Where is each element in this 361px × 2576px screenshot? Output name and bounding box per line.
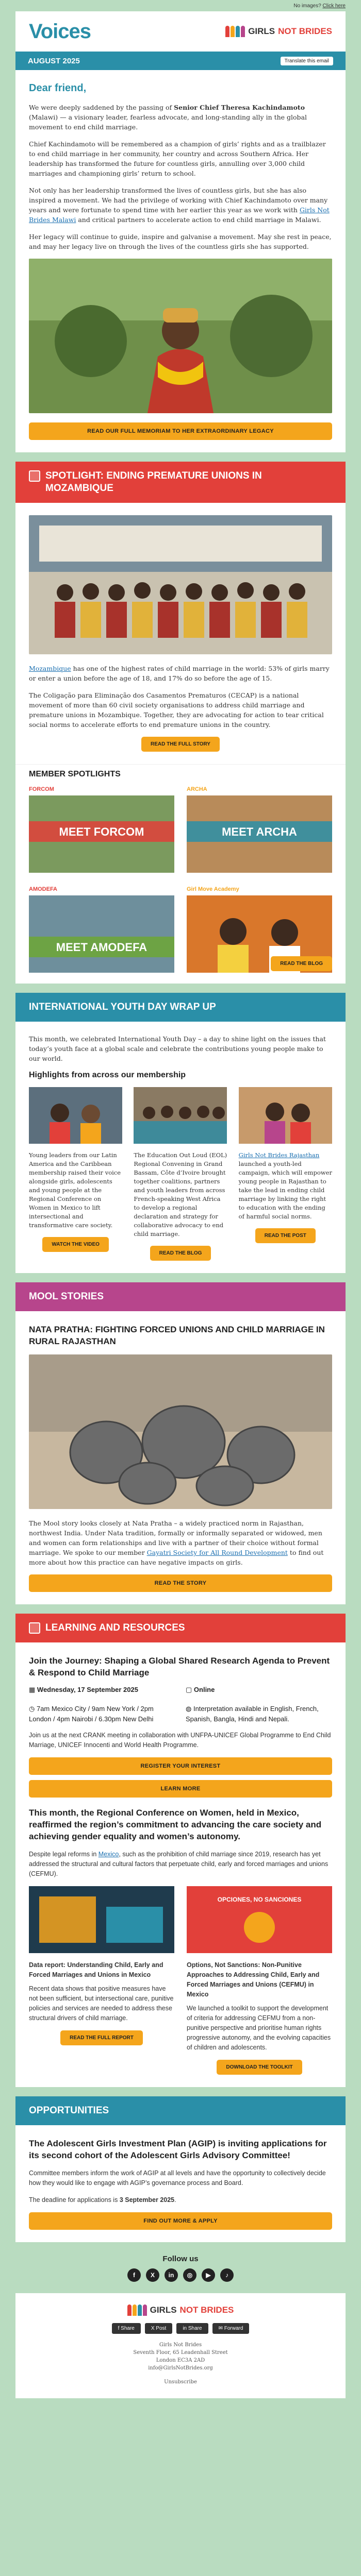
latam-image (29, 1087, 122, 1144)
forcom-banner-text: MEET FORCOM (59, 825, 144, 838)
member-forcom[interactable] (29, 786, 174, 875)
month-bar (15, 52, 346, 70)
toolkit-image (187, 1886, 332, 1953)
address (29, 2341, 332, 2386)
spotlight-p1 (29, 664, 332, 683)
archa-banner-text: MEET ARCHA (222, 825, 297, 838)
opps-p2-b: . (174, 2196, 176, 2204)
spotlight-p2: The Coligação para Eliminação dos Casamentos Prematuros (CECAP) is a national movement of more than 60 civil society organisations to address child marriage and premature unions in Mozambique. Together, they are advocating for action to tear critical social norms to accelerate efforts to end premature unions in the country. (29, 691, 324, 728)
full-report-button[interactable]: READ THE FULL REPORT (60, 2030, 143, 2045)
resources-grid (29, 1886, 332, 2075)
youth-heading-bar (15, 993, 346, 1022)
mool-title: NATA PRATHA: FIGHTING FORCED UNIONS AND CHILD MARRIAGE IN RURAL RAJASTHAN (29, 1325, 325, 1346)
learning-section (15, 1642, 346, 2087)
toolkit-title: Options, Not Sanctions: Non-Punitive Approaches to Addressing Child, Early and Forced Marriages and Unions (CEFMU) in Mexico (187, 1961, 320, 1998)
x-icon[interactable]: X (146, 2268, 159, 2282)
intro-p2: Chief Kachindamoto will be remembered as a champion of girls’ rights and as a trailblazer to end child marriage in her community, her country and across Southern Africa. Her leadership has transformed the future for countless girls, annulling over 3,000 child marriages and championing girls’ return to school. (29, 140, 326, 177)
opps-title: The Adolescent Girls Investment Plan (AGIP) is inviting applications for its second cohort of the Adolescent Girls Advisory Committee! (29, 2139, 327, 2160)
rajasthan-image (239, 1087, 332, 1144)
mozambique-link[interactable]: Mozambique (29, 665, 71, 672)
learning-heading: LEARNING AND RESOURCES (45, 1622, 185, 1633)
opps-section (15, 2125, 346, 2242)
intro-p4: Her legacy will continue to guide, inspire and galvanise a movement. May she rest in peace, and may her legacy live on through the lives of the countless girls she has supported. (29, 233, 332, 250)
mexico-p (29, 1850, 332, 1879)
event-date: Wednesday, 17 September 2025 (37, 1686, 138, 1693)
logo-mark-icon (225, 26, 245, 37)
social-icons (15, 2268, 346, 2282)
no-images-text: No images? (293, 3, 321, 9)
share-bar (29, 2323, 332, 2334)
member-caption: FORCOM (29, 786, 54, 792)
footer-logo[interactable] (29, 2304, 332, 2316)
mexico-p-a: Despite legal reforms in (29, 1851, 99, 1858)
eol-text: The Education Out Loud (EOL) Regional Convening in Grand Bassam, Côte d’Ivoire brought together coalitions, partners and youth leaders from across French-speaking West Africa to develop a regional declaration and strategy for collaborative advocacy to end child marriage. (134, 1151, 227, 1238)
member-archa[interactable] (187, 786, 332, 875)
members-blog-button[interactable]: READ THE BLOG (271, 956, 332, 971)
mool-heading: MOOL STORIES (29, 1291, 104, 1302)
member-amodefa[interactable] (29, 886, 174, 975)
online-icon: ▢ (186, 1686, 194, 1693)
highlights-grid (29, 1087, 332, 1261)
book-icon (29, 1622, 40, 1634)
eol-image (134, 1087, 227, 1144)
member-spotlights-section (15, 764, 346, 984)
opps-deadline: 3 September 2025 (119, 2196, 175, 2204)
calendar-icon: ▦ (29, 1686, 37, 1693)
opps-p2-a: The deadline for applications is (29, 2196, 120, 2204)
opps-heading: OPPORTUNITIES (29, 2105, 109, 2116)
addr-line: Girls Not Brides (159, 2342, 202, 2348)
forward-button[interactable]: ✉ Forward (212, 2323, 250, 2334)
translate-button[interactable]: Translate this email (281, 57, 333, 65)
event-mode: Online (193, 1686, 215, 1693)
addr-line: London EC3A 2AD (156, 2358, 205, 2363)
cecap-group-photo (29, 515, 332, 654)
gnb-malawi-link[interactable]: Girls Not Brides Malawi (29, 206, 330, 224)
share-x-button[interactable]: X Post (145, 2323, 172, 2334)
spotlight-icon (29, 470, 40, 482)
youth-p1: This month, we celebrated International Youth Day – a day to shine light on the issues that today’s youth face at a global scale and celebrate the contributions young people make to our world. (29, 1035, 326, 1062)
memoriam-button[interactable]: READ OUR FULL MEMORIAM TO HER EXTRAORDINARY LEGACY (29, 422, 332, 440)
event-time: 7am Mexico City / 9am New York / 2pm London / 4pm Nairobi / 6.30pm New Delhi (29, 1705, 154, 1723)
resource-data-report (29, 1886, 174, 2075)
logo-text-b: NOT BRIDES (278, 26, 332, 36)
member-caption: ARCHA (187, 786, 207, 792)
intro-section (15, 70, 346, 452)
intro-p1-a: We were deeply saddened by the passing of (29, 104, 174, 111)
mool-photo (29, 1354, 332, 1509)
data-report-text: Recent data shows that positive measures have not been sufficient, but intersectional care, punitive policies and services are needed to address these structural drivers of child marriage. (29, 1985, 174, 2022)
register-button[interactable]: REGISTER YOUR INTEREST (29, 1757, 332, 1775)
girls-not-brides-logo[interactable] (225, 26, 332, 37)
event-info-row-1 (29, 1686, 332, 1698)
mool-p1 (29, 1518, 332, 1567)
youtube-icon[interactable]: ▶ (202, 2268, 215, 2282)
clock-icon: ◷ (29, 1705, 37, 1713)
toolkit-text: We launched a toolkit to support the development of criteria for addressing CEFMU from a non-punitive perspective and prioritise human rights progressive autonomy, and the evolving capacities of children and adolescents. (187, 2005, 331, 2051)
archa-image (187, 795, 332, 873)
spotlight-heading-bar (15, 462, 346, 503)
watch-video-button[interactable]: WATCH THE VIDEO (42, 1237, 109, 1252)
eol-blog-button[interactable]: READ THE BLOG (150, 1246, 211, 1261)
voices-title: Voices (29, 20, 91, 43)
tiktok-icon[interactable]: ♪ (220, 2268, 234, 2282)
highlight-eol (134, 1087, 227, 1261)
spotlight-heading: SPOTLIGHT: ENDING PREMATURE UNIONS IN MOZAMBIQUE (45, 470, 262, 494)
event-info-row-2 (29, 1704, 332, 1724)
footer-logo-text-b: NOT BRIDES (179, 2305, 234, 2315)
rajasthan-text (239, 1151, 332, 1221)
highlight-latam (29, 1087, 122, 1261)
event-description: Join us at the next CRANK meeting in collaboration with UNFPA-UNICEF Global Programme to End Child Marriage, UNICEF Innocenti and World Health Programme. (29, 1732, 331, 1749)
mool-p1-b: to find out more about how this practice can have negative impacts on girls. (29, 1549, 324, 1566)
member-spotlights-title: MEMBER SPOTLIGHTS (29, 770, 121, 778)
unsubscribe-link[interactable]: Unsubscribe (164, 2379, 197, 2385)
addr-email[interactable]: info@GirlsNotBrides.org (148, 2365, 213, 2371)
topbar (15, 0, 346, 11)
spotlight-p1-text: has one of the highest rates of child marriage in the world: 53% of girls marry or enter a union before the age of 18, and 17% do so before the age of 15. (29, 665, 330, 682)
mool-heading-bar (15, 1282, 346, 1311)
mool-story-button[interactable]: READ THE STORY (29, 1574, 332, 1592)
intro-p1-b: (Malawi) — a visionary leader, fearless advocate, and long-standing ally in the global movement to end child marriage. (29, 113, 307, 131)
greeting: Dear friend, (29, 82, 87, 94)
intro-p3-b: and critical partners to accelerate action to end child marriage in Malawi. (76, 216, 321, 224)
opps-heading-bar (15, 2096, 346, 2125)
rajasthan-post-button[interactable]: READ THE POST (255, 1228, 316, 1243)
opps-p1: Committee members inform the work of AGIP at all levels and have the opportunity to collectively decide how they would like to engage with AGIP’s governance process and Board. (29, 2170, 326, 2187)
highlight-rajasthan (239, 1087, 332, 1261)
gayatri-link[interactable]: Gayatri Society for All Round Development (146, 1549, 288, 1556)
globe-icon: ◍ (186, 1705, 193, 1713)
share-facebook-button[interactable]: f Share (112, 2323, 141, 2334)
opps-p2 (29, 2195, 332, 2205)
header (15, 11, 346, 52)
footer (15, 2293, 346, 2398)
follow-us: Follow us (162, 2255, 199, 2263)
data-report-image (29, 1886, 174, 1953)
event-title: Join the Journey: Shaping a Global Shared Research Agenda to Prevent & Respond to Child Marriage (29, 1656, 330, 1677)
apply-button[interactable]: FIND OUT MORE & APPLY (29, 2212, 332, 2230)
logo-text-a: GIRLS (248, 26, 275, 36)
month-label: AUGUST 2025 (28, 56, 80, 65)
intro-p1 (29, 103, 332, 132)
highlights-title: Highlights from across our membership (29, 1071, 186, 1079)
amodefa-banner-text: MEET AMODEFA (56, 941, 147, 954)
spotlight-story-button[interactable]: READ THE FULL STORY (141, 737, 220, 752)
intro-p3 (29, 185, 332, 225)
share-linkedin-button[interactable]: in Share (176, 2323, 208, 2334)
chief-photo (29, 259, 332, 413)
member-grid (29, 786, 332, 975)
toolkit-banner-text: OPCIONES, NO SANCIONES (217, 1896, 302, 1903)
footer-logo-mark-icon (127, 2304, 147, 2316)
facebook-icon[interactable]: f (127, 2268, 141, 2282)
mexico-link[interactable]: Mexico (98, 1851, 119, 1858)
mool-section (15, 1311, 346, 1604)
linkedin-icon[interactable]: in (165, 2268, 178, 2282)
learn-more-button[interactable]: LEARN MORE (29, 1780, 332, 1798)
amodefa-image (29, 895, 174, 973)
intro-p3-a: Not only has her leadership transformed the lives of countless girls, but she has also inspired a movement. We had the privilege of working with Chief Kachindamoto over many years and were fortunate to spend time with her earlier this year as we work with (29, 187, 328, 214)
footer-logo-text-a: GIRLS (150, 2305, 177, 2315)
latam-text: Young leaders from our Latin America and the Caribbean membership raised their voice alongside girls, adolescents and young people at the Regional Conference on Women in Mexico to lift intersectional and transformative care society. (29, 1151, 121, 1229)
gnb-rajasthan-link[interactable]: Girls Not Brides Rajasthan (238, 1151, 320, 1159)
youth-section (15, 1022, 346, 1273)
spotlight-section (15, 503, 346, 764)
rajasthan-text-body: launched a youth-led campaign, which will empower young people in Rajasthan to take the lead in ending child marriage by linking the right to education with the ending of harmful social norms. (238, 1160, 332, 1220)
member-caption: AMODEFA (29, 886, 57, 892)
forcom-image (29, 795, 174, 873)
resource-toolkit (187, 1886, 332, 2075)
member-caption: Girl Move Academy (187, 886, 239, 892)
youth-heading: INTERNATIONAL YOUTH DAY WRAP UP (29, 1002, 216, 1012)
mool-p1-a: The Mool story looks closely at Nata Pratha – a widely practiced norm in Rajasthan, northwest India. Under Nata tradition, formally or informally separated or widowed, men and women can form relationships and live with a partner of their choice without formal marriage. We spoke to our member (29, 1519, 322, 1556)
instagram-icon[interactable]: ◎ (183, 2268, 196, 2282)
learning-heading-bar (15, 1614, 346, 1642)
data-report-title: Data report: Understanding Child, Early and Forced Marriages and Unions in Mexico (29, 1961, 163, 1978)
addr-line: Seventh Floor, 65 Leadenhall Street (133, 2350, 228, 2355)
mexico-title: This month, the Regional Conference on Women, held in Mexico, reaffirmed the region’s commitment to advancing the care society and achieving gender equality and women’s autonomy. (29, 1808, 322, 1841)
click-here-link[interactable]: Click here (322, 3, 346, 9)
chief-name: Senior Chief Theresa Kachindamoto (174, 104, 305, 111)
mexico-p-b: , such as the prohibition of child marriage since 2019, research has yet addressed the structural and cultural factors that perpetuate child, early and forced marriages and unions (CEFMU). (29, 1851, 329, 1877)
event-interp: Interpretation available in English, French, Spanish, Bangla, Hindi and Nepali. (186, 1705, 319, 1723)
toolkit-button[interactable]: DOWNLOAD THE TOOLKIT (217, 2060, 302, 2075)
